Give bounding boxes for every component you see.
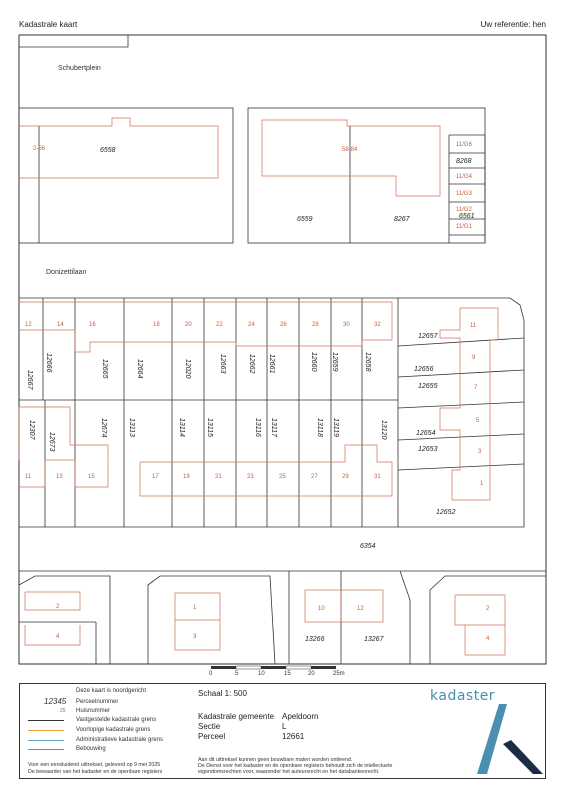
parcel-number: 12652: [436, 509, 456, 516]
legend-parcel-number: Perceelnummer: [76, 699, 119, 705]
house-number: 17: [152, 474, 159, 480]
legend-administrative-boundary: Administratieve kadastrale grens: [76, 737, 164, 743]
map-frame: [19, 35, 546, 664]
house-number: 32: [374, 322, 381, 328]
house-number: 1: [480, 481, 484, 487]
parcel-number: 13113: [128, 418, 135, 437]
house-number: 3: [193, 634, 197, 640]
legend-sample-house-number: 25: [60, 708, 66, 714]
parcel-number: 12653: [418, 446, 438, 453]
legend-north-note: Deze kaart is noordgericht: [76, 688, 147, 694]
sectie-value: L: [282, 722, 287, 731]
scale-tick-label: 5: [235, 671, 239, 677]
parcel-number: 12307: [28, 420, 35, 440]
street-label-schubertplein: Schubertplein: [58, 65, 101, 72]
scale-tick-label: 25m: [333, 671, 345, 677]
parcel-number: 8268: [456, 158, 472, 165]
parcel-number: 12666: [45, 353, 52, 373]
street-label-donizettilaan: Donizettilaan: [46, 269, 87, 276]
house-number: 27: [311, 474, 318, 480]
house-number: 4: [486, 636, 490, 642]
house-number: 4: [56, 634, 60, 640]
parcel-number: 13116: [254, 418, 261, 437]
parcel-number: 12020: [184, 359, 191, 379]
kadaster-logo-text: kadaster: [430, 688, 496, 704]
map-title: Kadastrale kaart: [19, 20, 78, 29]
house-number: 16: [89, 322, 96, 328]
legend-house-number: Huisnummer: [76, 708, 111, 714]
legend-line-provisional: [28, 730, 64, 731]
sectie-label: Sectie: [198, 722, 221, 731]
house-number: 12: [357, 606, 364, 612]
parcel-number: 6354: [360, 543, 376, 550]
legend-building: Bebouwing: [76, 746, 106, 752]
parcel-number: 13115: [206, 418, 213, 437]
parcel-number: 12654: [416, 430, 436, 437]
parcel-number: 13117: [270, 418, 277, 437]
house-number: 11/G4: [456, 174, 472, 180]
parcel-number: 12674: [100, 418, 107, 438]
house-number: 29: [342, 474, 349, 480]
house-number: 2-56: [33, 146, 46, 152]
parcel-number: 12663: [219, 354, 226, 374]
house-number: 22: [216, 322, 223, 328]
perceel-label: Perceel: [198, 732, 226, 741]
house-number: 15: [88, 474, 95, 480]
house-number: 21: [215, 474, 222, 480]
reference-label: Uw referentie: hen: [480, 20, 546, 29]
house-number: 20: [185, 322, 192, 328]
house-number: 24: [248, 322, 255, 328]
parcel-number: 13120: [380, 420, 387, 440]
house-number: 11: [470, 323, 477, 329]
gemeente-label: Kadastrale gemeente: [198, 712, 275, 721]
house-number: 19: [183, 474, 190, 480]
house-number: 30: [343, 322, 350, 328]
house-number: 31: [374, 474, 381, 480]
parcel-number: 12664: [136, 359, 143, 379]
house-number: 7: [474, 385, 478, 391]
kadaster-logo-icon: [475, 704, 545, 776]
disclaimer-line-1: Aan dit uittreksel kunnen geen bouwbare maten worden ontleend.: [198, 757, 353, 763]
house-number: 11/G6: [456, 142, 472, 148]
parcel-number: 6558: [100, 147, 116, 154]
parcel-boundary: [19, 35, 128, 47]
parcel-number: 13267: [364, 636, 384, 643]
scale-bar: [209, 666, 345, 677]
parcel-number: 12662: [248, 354, 255, 374]
house-number: 2: [486, 606, 490, 612]
legend-provisional-boundary: Voorlopige kadastrale grens: [76, 727, 151, 733]
house-number: 3: [478, 449, 482, 455]
scale-tick-label: 10: [258, 671, 265, 677]
legend-sample-parcel-number: 12345: [44, 697, 67, 706]
house-number: 14: [57, 322, 64, 328]
house-number: 18: [153, 322, 160, 328]
parcel-number: 12660: [310, 352, 317, 372]
legend-fixed-boundary: Vastgestelde kadastrale grens: [76, 717, 157, 723]
house-number: 11/G2: [456, 207, 472, 213]
bottom-blocks: [19, 571, 546, 664]
house-number: 1: [193, 605, 197, 611]
footer-line-1: Voor een eensluidend uittreksel, geleverd op 9 mei 2025: [28, 762, 161, 768]
house-number: 11/G1: [456, 224, 472, 230]
block-6559-8267: [248, 108, 485, 243]
house-number: 10: [318, 606, 325, 612]
house-number: 12: [25, 322, 32, 328]
parcel-number: 13114: [178, 418, 185, 437]
house-number: 13: [56, 474, 63, 480]
parcel-number: 12661: [268, 354, 275, 374]
parcel-number: 12659: [331, 352, 338, 372]
parcel-number: 6561: [459, 213, 475, 220]
gemeente-value: Apeldoorn: [282, 712, 319, 721]
footer-line-2: De bewaarder van het kadaster en de openbare registers: [28, 769, 163, 775]
parcel-number: 12655: [418, 383, 438, 390]
house-number: 28: [312, 322, 319, 328]
house-number: 2: [56, 604, 60, 610]
legend-line-fixed: [28, 720, 64, 721]
legend-line-administrative: [28, 740, 64, 741]
house-number: 26: [280, 322, 287, 328]
house-number: 23: [247, 474, 254, 480]
parcel-number: 12657: [418, 333, 438, 340]
parcel-number: 13119: [332, 418, 339, 437]
parcel-number: 12656: [414, 366, 434, 373]
parcel-number: 12665: [101, 359, 108, 379]
parcel-number: 12658: [364, 352, 371, 372]
legend-line-building: [28, 749, 64, 750]
scale-tick-label: 15: [284, 671, 291, 677]
parcel-number: 13266: [305, 636, 325, 643]
house-number: 58-84: [342, 147, 358, 153]
legend-panel: [19, 683, 546, 779]
parcel-number: 6559: [297, 216, 313, 223]
block-6558: [19, 108, 233, 243]
scale-text: Schaal 1: 500: [198, 689, 247, 698]
house-number: 5: [476, 418, 480, 424]
house-number: 11/G3: [456, 191, 472, 197]
perceel-value: 12661: [282, 732, 305, 741]
parcel-number: 12667: [26, 370, 33, 390]
house-number: 25: [279, 474, 286, 480]
scale-tick-label: 20: [308, 671, 315, 677]
disclaimer-line-3: eigendomsrechten voor, waaronder het auteursrecht en het databankenrecht.: [198, 769, 380, 775]
house-number: 11: [25, 474, 32, 480]
scale-tick-label: 0: [209, 671, 213, 677]
block-row-houses: [19, 298, 524, 527]
parcel-number: 13118: [316, 418, 323, 437]
parcel-number: 12673: [48, 432, 55, 452]
house-number: 9: [472, 355, 476, 361]
parcel-number: 8267: [394, 216, 410, 223]
disclaimer-line-2: De Dienst voor het kadaster en de openbare registers behoudt zich de intellectuele: [198, 763, 393, 769]
